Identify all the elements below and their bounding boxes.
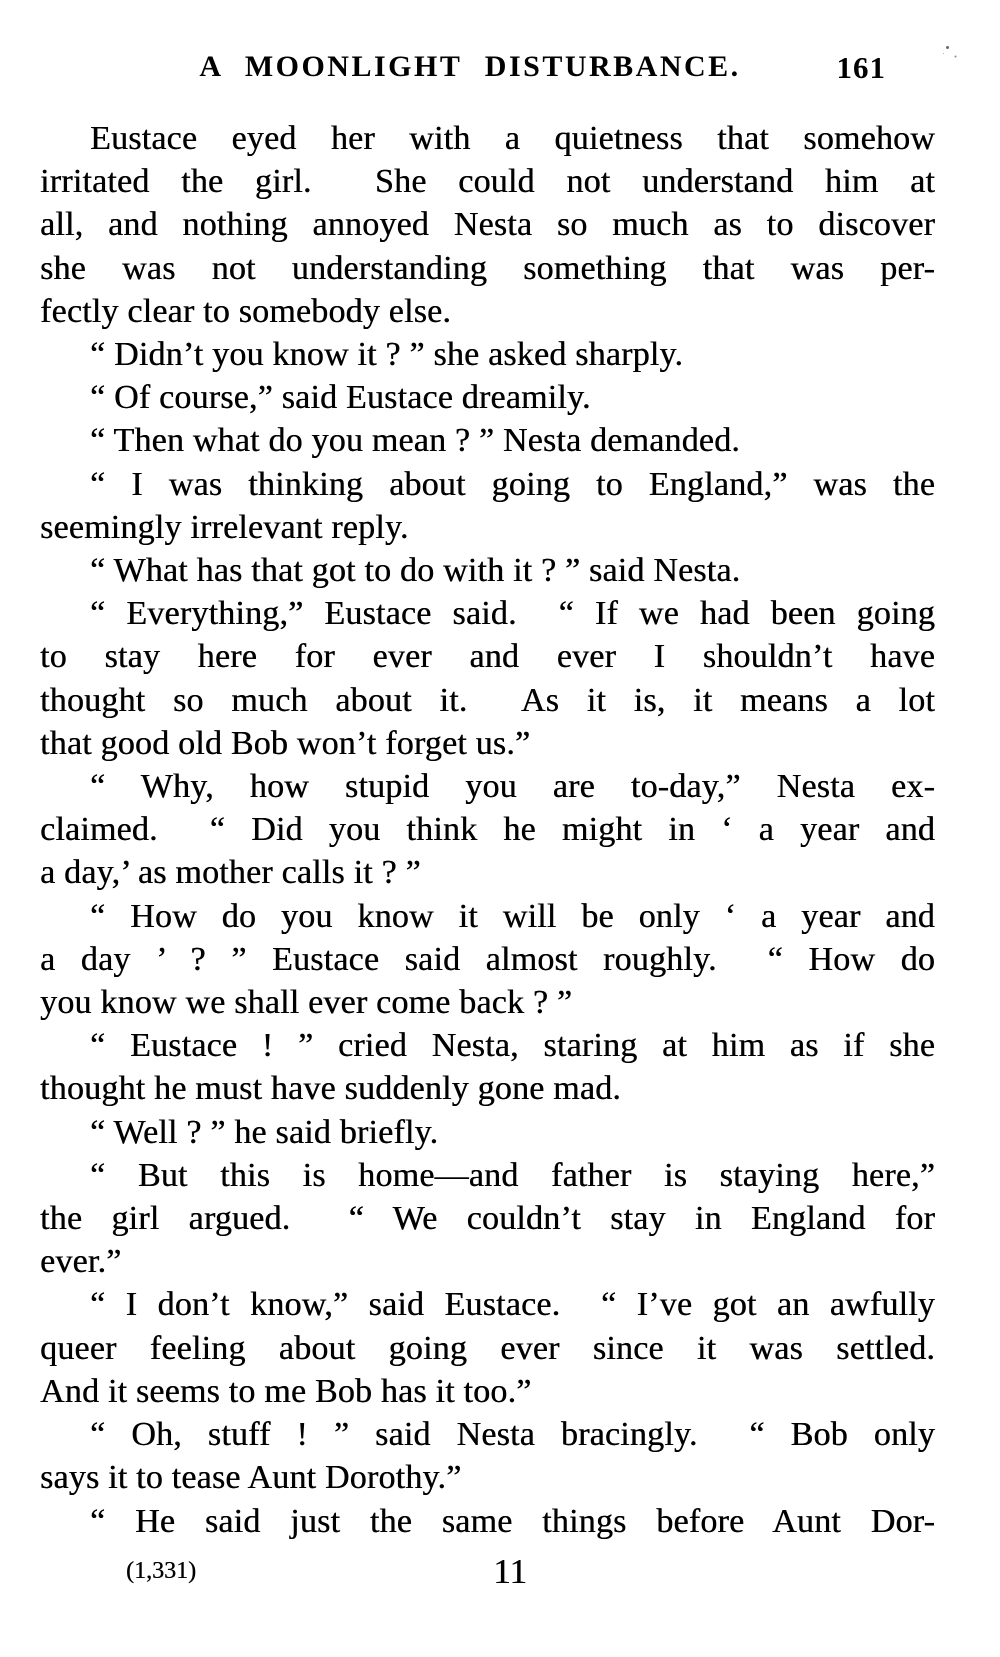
text-line: “ Didn’t you know it ? ” she asked sharply. (90, 336, 684, 374)
running-title: A MOONLIGHT DISTURBANCE. (199, 50, 741, 83)
text-line: a day ’ ? ” Eustace said almost roughly. “ How do (40, 940, 935, 978)
text-line: “ But this is home—and father is staying here,” (90, 1156, 935, 1194)
text-line: “ Why, how stupid you are to-day,” Nesta ex- (90, 768, 935, 806)
text-line: “ Oh, stuff ! ” said Nesta bracingly. “ Bob only (90, 1416, 935, 1454)
paragraph (40, 463, 935, 549)
paragraph (40, 333, 935, 376)
text-line: she was not understanding something that was per- (40, 249, 935, 287)
text-line: claimed. “ Did you think he might in ‘ a year and (40, 811, 935, 849)
paragraph (40, 1154, 935, 1284)
text-line: thought he must have suddenly gone mad. (40, 1070, 621, 1108)
text-line: “ He said just the same things before Aunt Dor- (90, 1502, 935, 1540)
text-line: seemingly irrelevant reply. (40, 508, 409, 546)
text-line: a day,’ as mother calls it ? ” (40, 854, 421, 892)
body-text (40, 117, 935, 1543)
text-line: Eustace eyed her with a quietness that somehow (90, 120, 935, 157)
text-line: irritated the girl. She could not understand him at (40, 163, 935, 201)
text-line: “ Then what do you mean ? ” Nesta demanded. (90, 422, 740, 460)
text-line: fectly clear to somebody else. (40, 292, 452, 330)
paragraph (40, 895, 935, 1025)
text-line: thought so much about it. As it is, it means a lot (40, 681, 935, 719)
text-line: ever.” (40, 1243, 122, 1281)
text-line: “ Well ? ” he said briefly. (90, 1113, 439, 1151)
text-line: the girl argued. “ We couldn’t stay in England for (40, 1200, 935, 1238)
text-line: “ Everything,” Eustace said. “ If we had been going (90, 595, 935, 633)
text-line: to stay here for ever and ever I shouldn’t have (40, 638, 935, 676)
page-number-bottom: 11 (493, 1552, 527, 1591)
page-number-top: 161 (836, 50, 886, 85)
text-line: “ What has that got to do with it ? ” said Nesta. (90, 552, 741, 590)
paragraph (40, 1500, 935, 1543)
paragraph (40, 765, 935, 895)
printers-signature: (1,331) (126, 1558, 196, 1584)
paragraph (40, 376, 935, 419)
text-line: you know we shall ever come back ? ” (40, 984, 573, 1022)
text-line: queer feeling about going ever since it was settled. (40, 1329, 935, 1367)
text-line: “ I was thinking about going to England,” was the (90, 465, 935, 503)
text-line: “ Of course,” said Eustace dreamily. (90, 379, 591, 417)
paragraph (40, 1024, 935, 1110)
paragraph (40, 1413, 935, 1499)
paragraph (40, 1283, 935, 1413)
text-line: “ I don’t know,” said Eustace. “ I’ve got an awfully (90, 1286, 935, 1324)
paragraph (40, 592, 935, 765)
paragraph (40, 1111, 935, 1154)
paragraph (40, 419, 935, 462)
text-line: “ Eustace ! ” cried Nesta, staring at him as if she (90, 1027, 935, 1065)
text-line: And it seems to me Bob has it too.” (40, 1372, 532, 1410)
text-line: all, and nothing annoyed Nesta so much as to discover (40, 206, 935, 244)
text-line: says it to tease Aunt Dorothy.” (40, 1459, 462, 1497)
text-line: “ How do you know it will be only ‘ a year and (90, 897, 935, 935)
scan-speck (946, 46, 949, 49)
paragraph (40, 117, 935, 333)
paragraph (40, 549, 935, 592)
page-header (0, 50, 1000, 90)
text-line: that good old Bob won’t forget us.” (40, 724, 531, 762)
